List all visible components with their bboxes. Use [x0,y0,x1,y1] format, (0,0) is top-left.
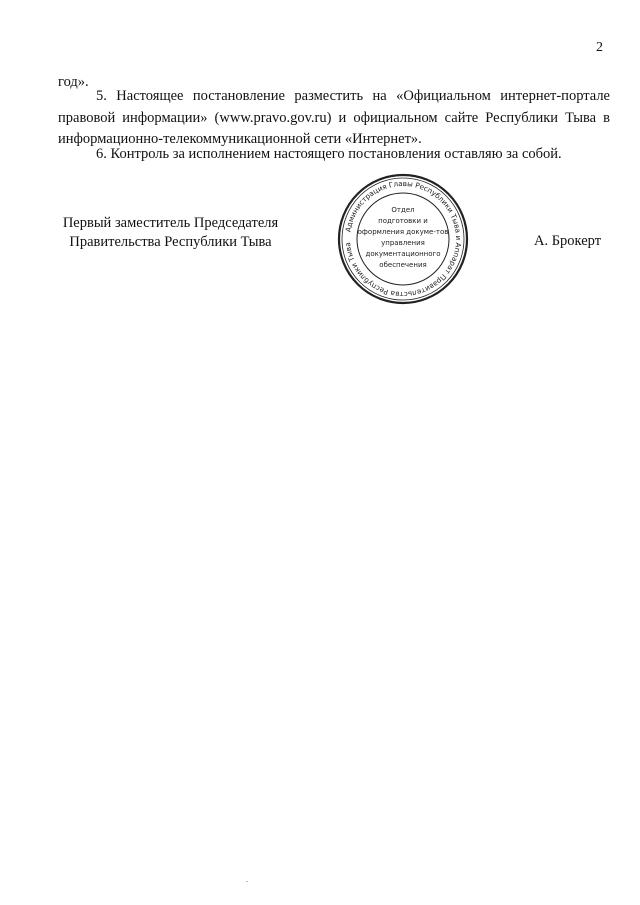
scan-speck [246,881,248,882]
seal-inner-line: Отдел [391,206,415,214]
seal-inner-line: управления [381,239,425,247]
seal-outer-text: Администрация Главы Республики Тыва и Аппарат Правительства Республики Тыва [343,178,464,300]
paragraph-continuation: год». [58,74,89,90]
signatory-title [58,214,283,252]
seal-inner-line: документационного [365,250,441,258]
paragraph-item-5: 5. Настоящее постановление разместить на «Официальном интернет-портале правовой информации» (www.pravo.gov.ru) и официальном сайте Республики Тыва в информационно-телекоммуникационной сети «Интернет». [58,88,610,147]
signatory-name: А. Брокерт [534,233,602,249]
official-seal-stamp [336,172,470,306]
signatory-title-line-2: Правительства Республики Тыва [69,234,272,250]
seal-inner-line: обеспечения [379,261,427,269]
seal-inner-line: оформления докуме-тов [357,228,449,236]
paragraph-item-6: 6. Контроль за исполнением настоящего постановления оставляю за собой. [96,146,562,162]
signatory-title-line-1: Первый заместитель Председателя [62,215,279,231]
page-number: 2 [596,40,603,55]
seal-inner-line: подготовки и [378,217,428,225]
